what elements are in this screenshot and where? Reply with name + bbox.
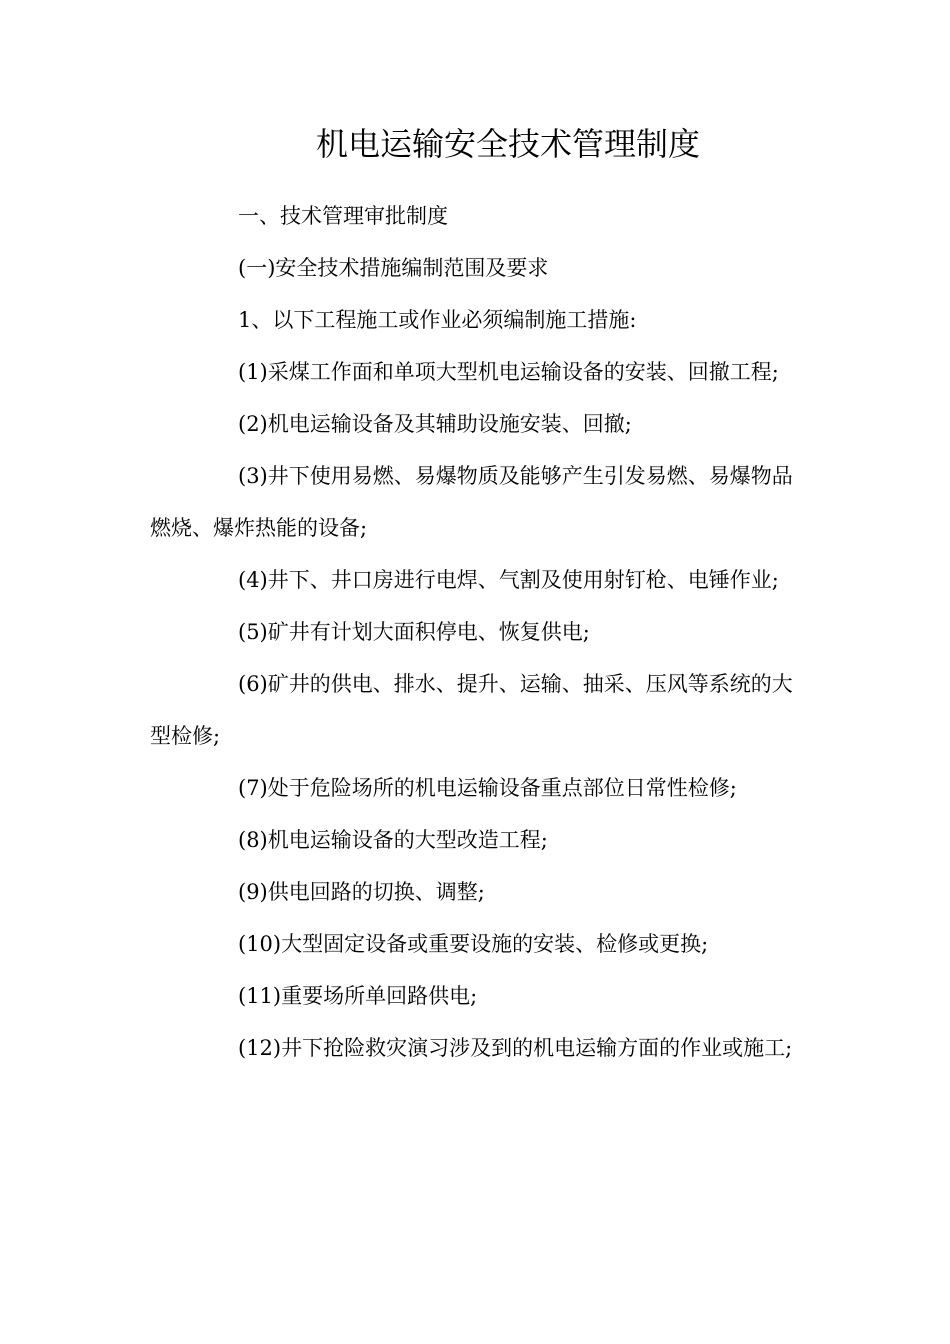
paragraph: (2)机电运输设备及其辅助设施安装、回撤; <box>238 412 632 436</box>
paragraph: (5)矿井有计划大面积停电、恢复供电; <box>238 620 590 644</box>
document-body <box>150 190 810 1074</box>
paragraph: (3)井下使用易燃、易爆物质及能够产生引发易燃、易爆物品燃烧、爆炸热能的设备; <box>150 464 793 540</box>
document-title: 机电运输安全技术管理制度 <box>315 125 700 163</box>
paragraph: (4)井下、井口房进行电焊、气割及使用射钉枪、电锤作业; <box>238 568 779 592</box>
paragraph: 1、以下工程施工或作业必须编制施工措施: <box>238 308 637 332</box>
paragraph: (1)采煤工作面和单项大型机电运输设备的安装、回撤工程; <box>238 360 779 384</box>
paragraph: (9)供电回路的切换、调整; <box>238 880 485 904</box>
paragraph: (11)重要场所单回路供电; <box>238 984 478 1008</box>
paragraph: (12)井下抢险救灾演习涉及到的机电运输方面的作业或施工; <box>238 1036 793 1060</box>
paragraph: (7)处于危险场所的机电运输设备重点部位日常性检修; <box>238 776 737 800</box>
paragraph: (10)大型固定设备或重要设施的安装、检修或更换; <box>238 932 709 956</box>
paragraph: (一)安全技术措施编制范围及要求 <box>238 256 549 280</box>
paragraph: (6)矿井的供电、排水、提升、运输、抽采、压风等系统的大型检修; <box>150 672 793 748</box>
paragraph: 一、技术管理审批制度 <box>238 204 448 228</box>
paragraph: (8)机电运输设备的大型改造工程; <box>238 828 548 852</box>
